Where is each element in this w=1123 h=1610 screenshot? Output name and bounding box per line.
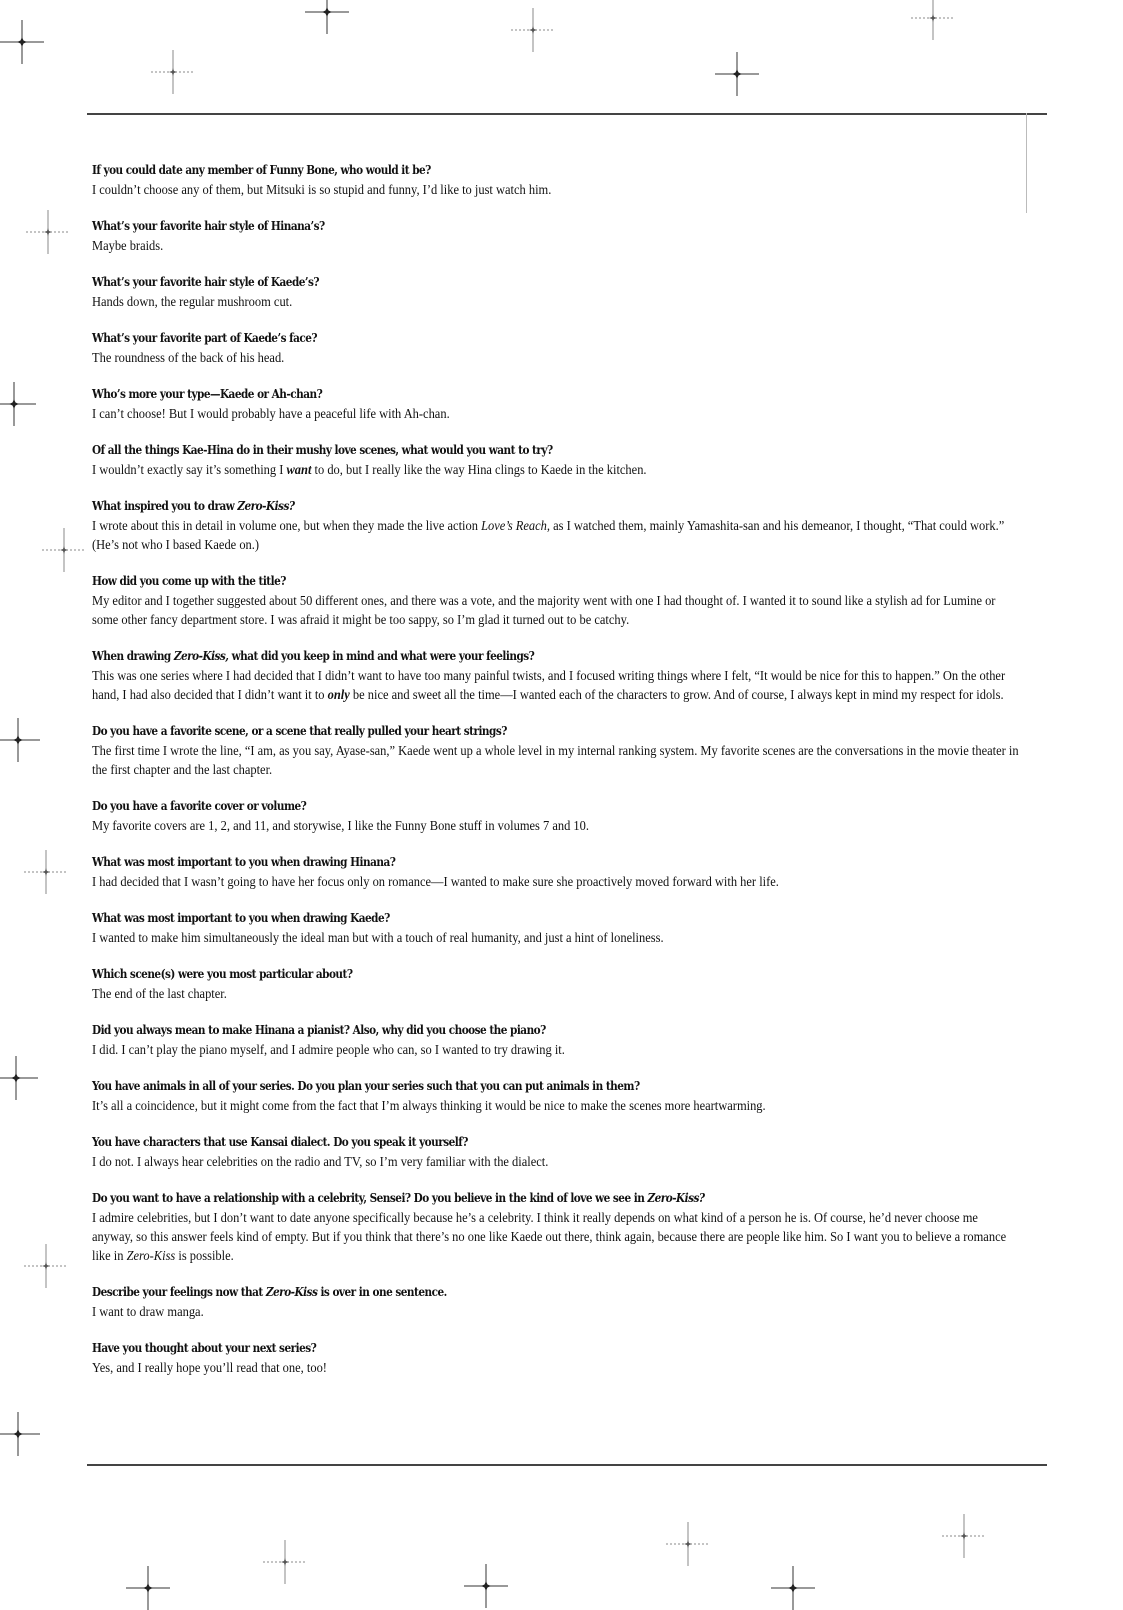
question: Who’s more your type—Kaede or Ah-chan?: [92, 387, 323, 401]
qa-item: [92, 797, 1022, 835]
question: How did you come up with the title?: [92, 574, 286, 588]
question: Of all the things Kae-Hina do in their mushy love scenes, what would you want to try?: [92, 443, 553, 457]
qa-item: [92, 497, 1022, 554]
qa-item: [92, 329, 1022, 367]
question: Did you always mean to make Hinana a pianist? Also, why did you choose the piano?: [92, 1023, 546, 1037]
qa-item: [92, 1339, 1022, 1377]
qa-item: [92, 1283, 1022, 1321]
qa-item: [92, 441, 1022, 479]
interview-qa: [92, 161, 1022, 1395]
answer: It’s all a coincidence, but it might come from the fact that I’m always thinking it would be nice to make the scenes more heartwarming.: [92, 1098, 766, 1113]
answer: This was one series where I had decided that I didn’t want to have too many painful twists, and I focused writing things where I felt, “It would be nice for this to happen.” On the other hand, I had also decided that I didn’t want it to only be nice and sweet all the time—I wanted each of the characters to grow. And of course, I always kept in mind my respect for idols.: [92, 668, 1006, 702]
qa-item: [92, 722, 1022, 779]
question: Do you want to have a relationship with a celebrity, Sensei? Do you believe in the kind of love we see in Zero-Kiss?: [92, 1191, 705, 1205]
qa-item: [92, 647, 1022, 704]
question: What was most important to you when drawing Hinana?: [92, 855, 396, 869]
qa-item: [92, 1077, 1022, 1115]
answer: The roundness of the back of his head.: [92, 350, 285, 365]
qa-item: [92, 1021, 1022, 1059]
top-rule: [87, 113, 1047, 115]
margin-rule: [1026, 113, 1027, 213]
question: Have you thought about your next series?: [92, 1341, 317, 1355]
question: You have animals in all of your series. Do you plan your series such that you can put animals in them?: [92, 1079, 640, 1093]
bottom-rule: [87, 1464, 1047, 1466]
answer: The first time I wrote the line, “I am, as you say, Ayase-san,” Kaede went up a whole level in my internal ranking system. My favorite scenes are the conversations in the movie theater in the first chapter and the last chapter.: [92, 743, 1019, 777]
question: Do you have a favorite cover or volume?: [92, 799, 307, 813]
answer: The end of the last chapter.: [92, 986, 227, 1001]
answer: I wrote about this in detail in volume one, but when they made the live action Love’s Reach, as I watched them, mainly Yamashita-san and his demeanor, I thought, “That could work.” (He’s not who I based Kaede on.): [92, 518, 1005, 552]
question: What’s your favorite hair style of Kaede’s?: [92, 275, 320, 289]
qa-item: [92, 909, 1022, 947]
answer: I want to draw manga.: [92, 1304, 204, 1319]
question: Do you have a favorite scene, or a scene that really pulled your heart strings?: [92, 724, 507, 738]
answer: My editor and I together suggested about 50 different ones, and there was a vote, and the majority went with one I had thought of. I wanted it to sound like a stylish ad for Lumine or some other fancy department store. I was afraid it might be too sappy, so I’m glad it turned out to be catchy.: [92, 593, 996, 627]
answer: I couldn’t choose any of them, but Mitsuki is so stupid and funny, I’d like to just watch him.: [92, 182, 552, 197]
question: Which scene(s) were you most particular about?: [92, 967, 353, 981]
qa-item: [92, 1189, 1022, 1265]
question: What’s your favorite hair style of Hinana’s?: [92, 219, 325, 233]
qa-item: [92, 385, 1022, 423]
answer: Hands down, the regular mushroom cut.: [92, 294, 293, 309]
question: If you could date any member of Funny Bone, who would it be?: [92, 163, 431, 177]
question: Describe your feelings now that Zero-Kiss is over in one sentence.: [92, 1285, 447, 1299]
answer: I do not. I always hear celebrities on the radio and TV, so I’m very familiar with the dialect.: [92, 1154, 549, 1169]
answer: I had decided that I wasn’t going to have her focus only on romance—I wanted to make sure she proactively moved forward with her life.: [92, 874, 779, 889]
answer: I wanted to make him simultaneously the ideal man but with a touch of real humanity, and just a hint of loneliness.: [92, 930, 664, 945]
qa-item: [92, 161, 1022, 199]
qa-item: [92, 273, 1022, 311]
answer: I admire celebrities, but I don’t want to date anyone specifically because he’s a celebrity. I think it really depends on what kind of a person he is. Of course, he’d never choose me anyway, so this answer feels kind of empty. But if you think that there’s no one like Kaede out there, think again, because there are people like him. So I want you to believe a romance like in Zero-Kiss is possible.: [92, 1210, 1007, 1263]
answer: I wouldn’t exactly say it’s something I want to do, but I really like the way Hina clings to Kaede in the kitchen.: [92, 462, 647, 477]
qa-item: [92, 217, 1022, 255]
answer: I can’t choose! But I would probably have a peaceful life with Ah-chan.: [92, 406, 450, 421]
question: When drawing Zero-Kiss, what did you keep in mind and what were your feelings?: [92, 649, 535, 663]
question: What was most important to you when drawing Kaede?: [92, 911, 390, 925]
qa-item: [92, 965, 1022, 1003]
answer: Yes, and I really hope you’ll read that one, too!: [92, 1360, 327, 1375]
qa-item: [92, 572, 1022, 629]
answer: I did. I can’t play the piano myself, and I admire people who can, so I wanted to try drawing it.: [92, 1042, 565, 1057]
answer: My favorite covers are 1, 2, and 11, and storywise, I like the Funny Bone stuff in volumes 7 and 10.: [92, 818, 590, 833]
qa-item: [92, 1133, 1022, 1171]
question: You have characters that use Kansai dialect. Do you speak it yourself?: [92, 1135, 468, 1149]
qa-item: [92, 853, 1022, 891]
question: What inspired you to draw Zero-Kiss?: [92, 499, 295, 513]
answer: Maybe braids.: [92, 238, 164, 253]
question: What’s your favorite part of Kaede’s face?: [92, 331, 318, 345]
